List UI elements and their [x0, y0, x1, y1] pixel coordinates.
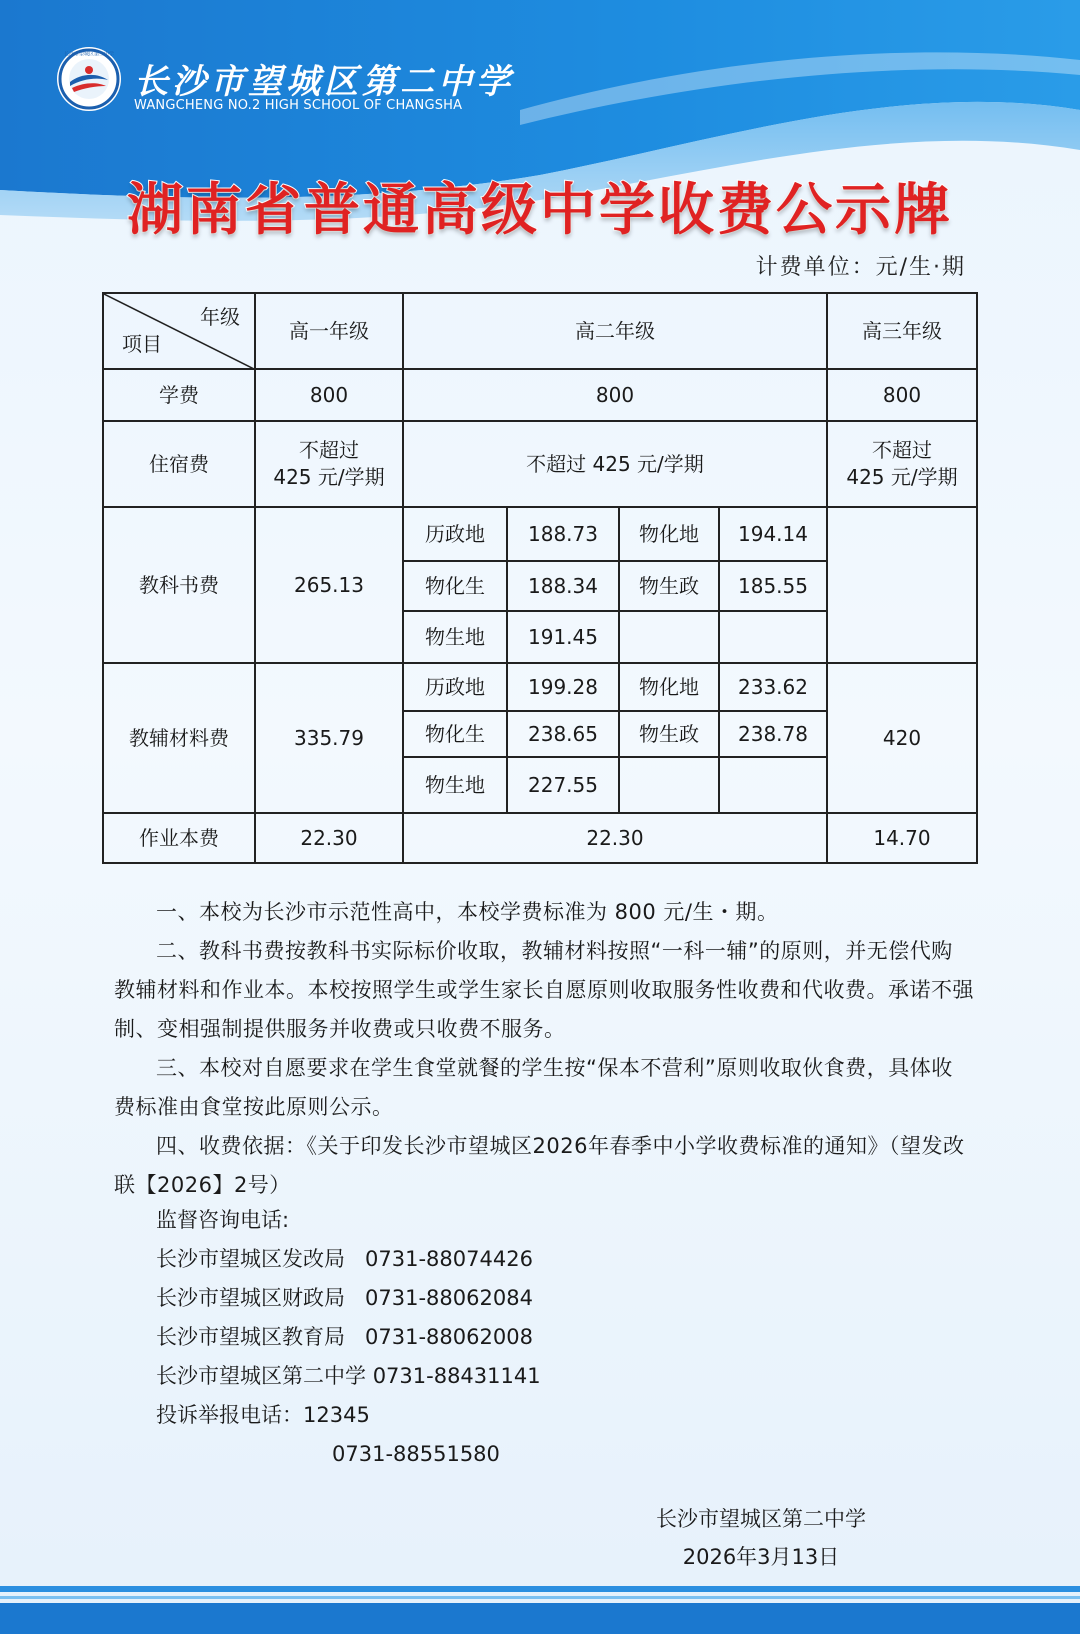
note-1: 一、本校为长沙市示范性高中，本校学费标准为 800 元/生・期。: [156, 900, 779, 924]
aux-r3-av: 227.55: [507, 757, 619, 813]
dorm-g3-line2: 425 元/学期: [846, 465, 958, 489]
textbook-r3-av: 191.45: [507, 611, 619, 663]
contact-row: [156, 1240, 541, 1279]
header-grade2: 高二年级: [403, 293, 827, 369]
footer-band: [0, 1586, 1080, 1634]
complaint-row: [156, 1396, 541, 1435]
textbook-r3-empty1: [619, 611, 719, 663]
dorm-g3: [827, 421, 977, 507]
header-grade3: 高三年级: [827, 293, 977, 369]
homework-g2: 22.30: [403, 813, 827, 863]
textbook-r1-av: 188.73: [507, 507, 619, 561]
contact-phone: 0731-88074426: [365, 1247, 533, 1271]
aux-r2-bv: 238.78: [719, 711, 827, 757]
aux-g3: 420: [827, 663, 977, 813]
complaint-phone-1: 12345: [303, 1403, 370, 1427]
note-2: 二、教科书费按教科书实际标价收取，教辅材料按照“一科一辅”的原则，并无偿代购教辅材料和作业本。本校按照学生或学生家长自愿原则收取服务性收费和代收费。承诺不强制、变相强制提供服务并收费或只收费不服务。: [114, 939, 974, 1041]
contact-org: 长沙市望城区教育局: [156, 1325, 345, 1349]
aux-r3-empty1: [619, 757, 719, 813]
dorm-g2: 不超过 425 元/学期: [403, 421, 827, 507]
signature-block: [636, 1500, 886, 1576]
contacts-section: [156, 1201, 541, 1474]
row-label-dorm: 住宿费: [103, 421, 255, 507]
fee-table: [102, 292, 978, 864]
note-3: 三、本校对自愿要求在学生食堂就餐的学生按“保本不营利”原则收取伙食费，具体收费标准由食堂按此原则公示。: [114, 1056, 953, 1119]
aux-r1-b: 物化地: [619, 663, 719, 711]
dorm-g3-line1: 不超过: [872, 438, 932, 462]
aux-g1: 335.79: [255, 663, 403, 813]
table-row: [103, 369, 977, 421]
corner-cell: [103, 293, 255, 369]
textbook-r2-a: 物化生: [403, 561, 507, 611]
textbook-r1-bv: 194.14: [719, 507, 827, 561]
aux-r2-a: 物化生: [403, 711, 507, 757]
textbook-r3-empty2: [719, 611, 827, 663]
contact-org: 长沙市望城区第二中学: [156, 1364, 366, 1388]
corner-item-label: 项目: [122, 332, 162, 356]
table-row: [103, 421, 977, 507]
textbook-r1-b: 物化地: [619, 507, 719, 561]
contact-phone: 0731-88062084: [365, 1286, 533, 1310]
notes-section: [114, 893, 974, 1205]
row-label-homework: 作业本费: [103, 813, 255, 863]
contact-row: [156, 1279, 541, 1318]
aux-r1-a: 历政地: [403, 663, 507, 711]
contacts-heading: 监督咨询电话:: [156, 1208, 290, 1232]
dorm-g1-line2: 425 元/学期: [273, 465, 385, 489]
row-label-textbook: 教科书费: [103, 507, 255, 663]
header-grade1: 高一年级: [255, 293, 403, 369]
homework-g3: 14.70: [827, 813, 977, 863]
school-name-cn: 长沙市望城区第二中学: [134, 62, 514, 102]
tuition-g3: 800: [827, 369, 977, 421]
school-name-en: WANGCHENG NO.2 HIGH SCHOOL OF CHANGSHA: [134, 98, 463, 113]
dorm-g1-line1: 不超过: [299, 438, 359, 462]
tuition-g2: 800: [403, 369, 827, 421]
dorm-g1: [255, 421, 403, 507]
contact-org: 长沙市望城区发改局: [156, 1247, 345, 1271]
signature-date: 2026年3月13日: [682, 1545, 840, 1569]
complaint-label: 投诉举报电话：: [156, 1403, 303, 1427]
table-row: [103, 507, 977, 561]
aux-r2-av: 238.65: [507, 711, 619, 757]
logo-ring-text: 长沙市望城区第二中学: [63, 51, 115, 58]
contact-row: [156, 1357, 541, 1396]
contact-row: [156, 1318, 541, 1357]
complaint-phone-2: 0731-88551580: [332, 1442, 500, 1466]
contact-org: 长沙市望城区财政局: [156, 1286, 345, 1310]
textbook-r2-b: 物生政: [619, 561, 719, 611]
signature-org: 长沙市望城区第二中学: [656, 1507, 866, 1531]
note-4: 四、收费依据：《关于印发长沙市望城区2026年春季中小学收费标准的通知》（望发改联【2026】2号）: [114, 1134, 965, 1197]
aux-r3-a: 物生地: [403, 757, 507, 813]
textbook-r2-bv: 185.55: [719, 561, 827, 611]
homework-g1: 22.30: [255, 813, 403, 863]
textbook-g3: [827, 507, 977, 663]
complaint-row-2: [156, 1435, 541, 1474]
textbook-r1-a: 历政地: [403, 507, 507, 561]
textbook-r2-av: 188.34: [507, 561, 619, 611]
row-label-aux: 教辅材料费: [103, 663, 255, 813]
corner-grade-label: 年级: [200, 305, 240, 329]
textbook-r3-a: 物生地: [403, 611, 507, 663]
aux-r2-b: 物生政: [619, 711, 719, 757]
aux-r1-bv: 233.62: [719, 663, 827, 711]
aux-r1-av: 199.28: [507, 663, 619, 711]
textbook-g1: 265.13: [255, 507, 403, 663]
table-header-row: [103, 293, 977, 369]
row-label-tuition: 学费: [103, 369, 255, 421]
table-row: [103, 813, 977, 863]
contact-phone: 0731-88062008: [365, 1325, 533, 1349]
contact-phone: 0731-88431141: [372, 1364, 541, 1388]
tuition-g1: 800: [255, 369, 403, 421]
page-title: 湖南省普通高级中学收费公示牌: [127, 178, 953, 243]
aux-r3-empty2: [719, 757, 827, 813]
table-row: [103, 663, 977, 711]
school-emblem-icon: [56, 46, 122, 112]
fee-unit: 计费单位：元/生·期: [755, 255, 966, 280]
